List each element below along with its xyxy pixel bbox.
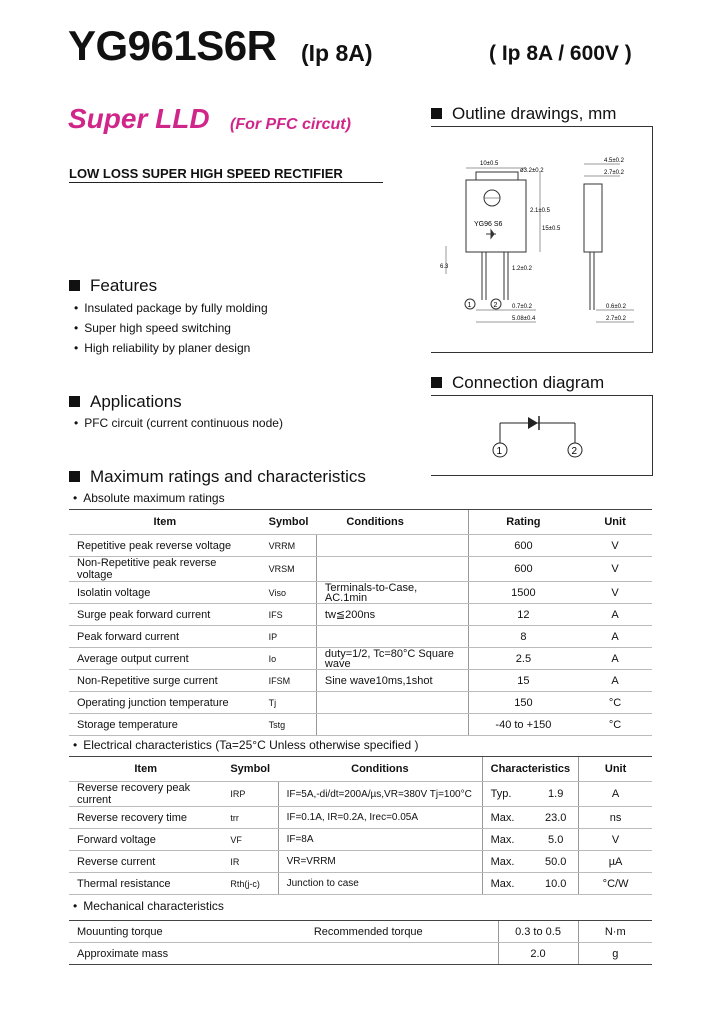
item-cell: Reverse current — [69, 851, 222, 873]
mechanical-characteristics-table — [69, 920, 652, 965]
conditions-cell: tw≦200ns — [316, 604, 468, 626]
unit-cell: V — [578, 535, 652, 557]
symbol-cell: IP — [261, 626, 317, 648]
symbol-cell: Tj — [261, 692, 317, 714]
table-row — [69, 582, 652, 604]
side-view-body — [584, 184, 602, 252]
table-row — [69, 873, 652, 895]
table-row — [69, 626, 652, 648]
application-item: • PFC circuit (current continuous node) — [74, 416, 283, 430]
unit-cell: °C — [578, 714, 652, 736]
conditions-cell: Junction to case — [278, 873, 482, 895]
dim-label: 0.7±0.2 — [512, 304, 532, 310]
value-cell: 10.0 — [533, 873, 578, 895]
unit-cell: A — [578, 626, 652, 648]
col-header-conditions: Conditions — [278, 757, 482, 782]
conditions-cell — [239, 943, 498, 965]
part-number: YG961S6R — [68, 22, 277, 69]
symbol-cell: VRRM — [261, 535, 317, 557]
square-bullet-icon — [69, 396, 80, 407]
rating-inline: (Ip 8A) — [301, 40, 373, 66]
conditions-cell — [316, 692, 468, 714]
symbol-cell: trr — [222, 807, 278, 829]
qualifier-cell: Max. — [482, 873, 533, 895]
conditions-cell — [316, 626, 468, 648]
value-cell: 2.0 — [498, 943, 578, 965]
rating-cell: 150 — [468, 692, 578, 714]
unit-cell: ns — [579, 807, 652, 829]
item-cell: Reverse recovery peak current — [69, 782, 222, 807]
conn-pin2-label: 2 — [571, 446, 578, 457]
feature-item: • Super high speed switching — [74, 321, 231, 335]
table-row — [69, 535, 652, 557]
table-row — [69, 921, 652, 943]
table-row — [69, 557, 652, 582]
item-cell: Approximate mass — [69, 943, 239, 965]
item-cell: Surge peak forward current — [69, 604, 261, 626]
unit-cell: V — [578, 557, 652, 582]
item-cell: Non-Repetitive surge current — [69, 670, 261, 692]
brand-note: (For PFC circut) — [230, 116, 351, 133]
value-cell: 5.0 — [533, 829, 578, 851]
mechanical-heading: • Mechanical characteristics — [73, 899, 224, 913]
table-header-row — [69, 510, 652, 535]
conditions-cell: duty=1/2, Tc=80°C Square wave — [316, 648, 468, 670]
col-header-conditions: Conditions — [316, 510, 468, 535]
conditions-cell — [316, 557, 468, 582]
table-row — [69, 648, 652, 670]
unit-cell: g — [578, 943, 652, 965]
rating-cell: 12 — [468, 604, 578, 626]
dim-label: 0.6±0.2 — [606, 304, 626, 310]
diode-symbol — [480, 405, 600, 465]
dim-label: ø3.2±0.2 — [520, 168, 544, 174]
unit-cell: A — [578, 648, 652, 670]
col-header-symbol: Symbol — [261, 510, 317, 535]
table-row — [69, 943, 652, 965]
col-header-symbol: Symbol — [222, 757, 278, 782]
rating-cell: 1500 — [468, 582, 578, 604]
square-bullet-icon — [431, 377, 442, 388]
electrical-characteristics-table — [69, 756, 652, 895]
table-row — [69, 807, 652, 829]
conditions-cell: Recommended torque — [239, 921, 498, 943]
symbol-cell: VF — [222, 829, 278, 851]
unit-cell: °C — [578, 692, 652, 714]
square-bullet-icon — [69, 471, 80, 482]
symbol-cell: Viso — [261, 582, 317, 604]
absolute-max-ratings-table — [69, 509, 652, 736]
conn-pin1-label: 1 — [496, 446, 503, 457]
connection-heading: Connection diagram — [431, 373, 604, 393]
value-cell: 1.9 — [533, 782, 578, 807]
item-cell: Repetitive peak reverse voltage — [69, 535, 261, 557]
unit-cell: A — [578, 670, 652, 692]
unit-cell: µA — [579, 851, 652, 873]
conditions-cell: IF=8A — [278, 829, 482, 851]
pin1-label: 1 — [467, 302, 472, 309]
pin2-label: 2 — [493, 302, 498, 309]
item-cell: Storage temperature — [69, 714, 261, 736]
value-cell: 0.3 to 0.5 — [498, 921, 578, 943]
dim-label: 1.2±0.2 — [512, 266, 532, 272]
brand-name: Super LLD — [68, 103, 210, 134]
dim-label: 2.1±0.5 — [530, 208, 550, 214]
rating-cell: 8 — [468, 626, 578, 648]
col-header-unit: Unit — [579, 757, 652, 782]
outline-heading: Outline drawings, mm — [431, 104, 616, 124]
symbol-cell: Rth(j-c) — [222, 873, 278, 895]
item-cell: Isolatin voltage — [69, 582, 261, 604]
dim-label: 6.3 — [440, 264, 449, 270]
table-row — [69, 829, 652, 851]
item-cell: Average output current — [69, 648, 261, 670]
unit-cell: A — [578, 604, 652, 626]
feature-item: • High reliability by planer design — [74, 341, 250, 355]
square-bullet-icon — [431, 108, 442, 119]
applications-heading: Applications — [69, 392, 182, 412]
rating-right: ( Ip 8A / 600V ) — [489, 42, 632, 65]
value-cell: 23.0 — [533, 807, 578, 829]
qualifier-cell: Max. — [482, 807, 533, 829]
symbol-cell: IFSM — [261, 670, 317, 692]
item-cell: Forward voltage — [69, 829, 222, 851]
features-heading: Features — [69, 276, 157, 296]
table-header-row — [69, 757, 652, 782]
value-cell: 50.0 — [533, 851, 578, 873]
symbol-cell: VRSM — [261, 557, 317, 582]
dim-label: 15±0.5 — [542, 226, 561, 232]
device-marking: YG96 S6 — [474, 221, 503, 228]
item-cell: Peak forward current — [69, 626, 261, 648]
item-cell: Operating junction temperature — [69, 692, 261, 714]
table-row — [69, 714, 652, 736]
unit-cell: V — [578, 582, 652, 604]
symbol-cell: IR — [222, 851, 278, 873]
table-row — [69, 782, 652, 807]
dim-label: 10±0.5 — [480, 161, 499, 167]
symbol-cell: IFS — [261, 604, 317, 626]
rating-cell: -40 to +150 — [468, 714, 578, 736]
col-header-characteristics: Characteristics — [482, 757, 579, 782]
item-cell: Thermal resistance — [69, 873, 222, 895]
table-row — [69, 670, 652, 692]
conditions-cell: VR=VRRM — [278, 851, 482, 873]
col-header-item: Item — [69, 757, 222, 782]
col-header-item: Item — [69, 510, 261, 535]
abs-max-subheading: • Absolute maximum ratings — [73, 491, 225, 505]
conditions-cell: Sine wave10ms,1shot — [316, 670, 468, 692]
diode-triangle — [528, 417, 538, 429]
conditions-cell — [316, 714, 468, 736]
conditions-cell — [316, 535, 468, 557]
item-cell: Mouunting torque — [69, 921, 239, 943]
unit-cell: N·m — [578, 921, 652, 943]
outline-drawing — [436, 150, 646, 340]
max-ratings-heading: Maximum ratings and characteristics — [69, 467, 366, 487]
table-row — [69, 851, 652, 873]
square-bullet-icon — [69, 280, 80, 291]
item-cell: Reverse recovery time — [69, 807, 222, 829]
table-row — [69, 692, 652, 714]
conditions-cell: IF=0.1A, IR=0.2A, Irec=0.05A — [278, 807, 482, 829]
qualifier-cell: Typ. — [482, 782, 533, 807]
dim-label: 2.7±0.2 — [604, 170, 624, 176]
dim-label: 2.7±0.2 — [606, 316, 626, 322]
symbol-cell: Io — [261, 648, 317, 670]
dim-label: 4.5±0.2 — [604, 158, 624, 164]
symbol-cell: Tstg — [261, 714, 317, 736]
rating-cell: 15 — [468, 670, 578, 692]
rating-cell: 2.5 — [468, 648, 578, 670]
col-header-unit: Unit — [578, 510, 652, 535]
tagline: LOW LOSS SUPER HIGH SPEED RECTIFIER — [69, 166, 343, 181]
feature-item: • Insulated package by fully molding — [74, 301, 268, 315]
symbol-cell: IRP — [222, 782, 278, 807]
rating-cell: 600 — [468, 557, 578, 582]
dim-label: 5.08±0.4 — [512, 316, 536, 322]
tagline-underline — [69, 182, 383, 183]
table-row — [69, 604, 652, 626]
unit-cell: V — [579, 829, 652, 851]
conditions-cell: Terminals-to-Case, AC.1min — [316, 582, 468, 604]
qualifier-cell: Max. — [482, 851, 533, 873]
unit-cell: A — [579, 782, 652, 807]
rating-cell: 600 — [468, 535, 578, 557]
col-header-rating: Rating — [468, 510, 578, 535]
item-cell: Non-Repetitive peak reverse voltage — [69, 557, 261, 582]
electrical-heading: • Electrical characteristics (Ta=25°C Unless otherwise specified ) — [73, 738, 418, 752]
unit-cell: °C/W — [579, 873, 652, 895]
conditions-cell: IF=5A,-di/dt=200A/µs,VR=380V Tj=100°C — [278, 782, 482, 807]
qualifier-cell: Max. — [482, 829, 533, 851]
